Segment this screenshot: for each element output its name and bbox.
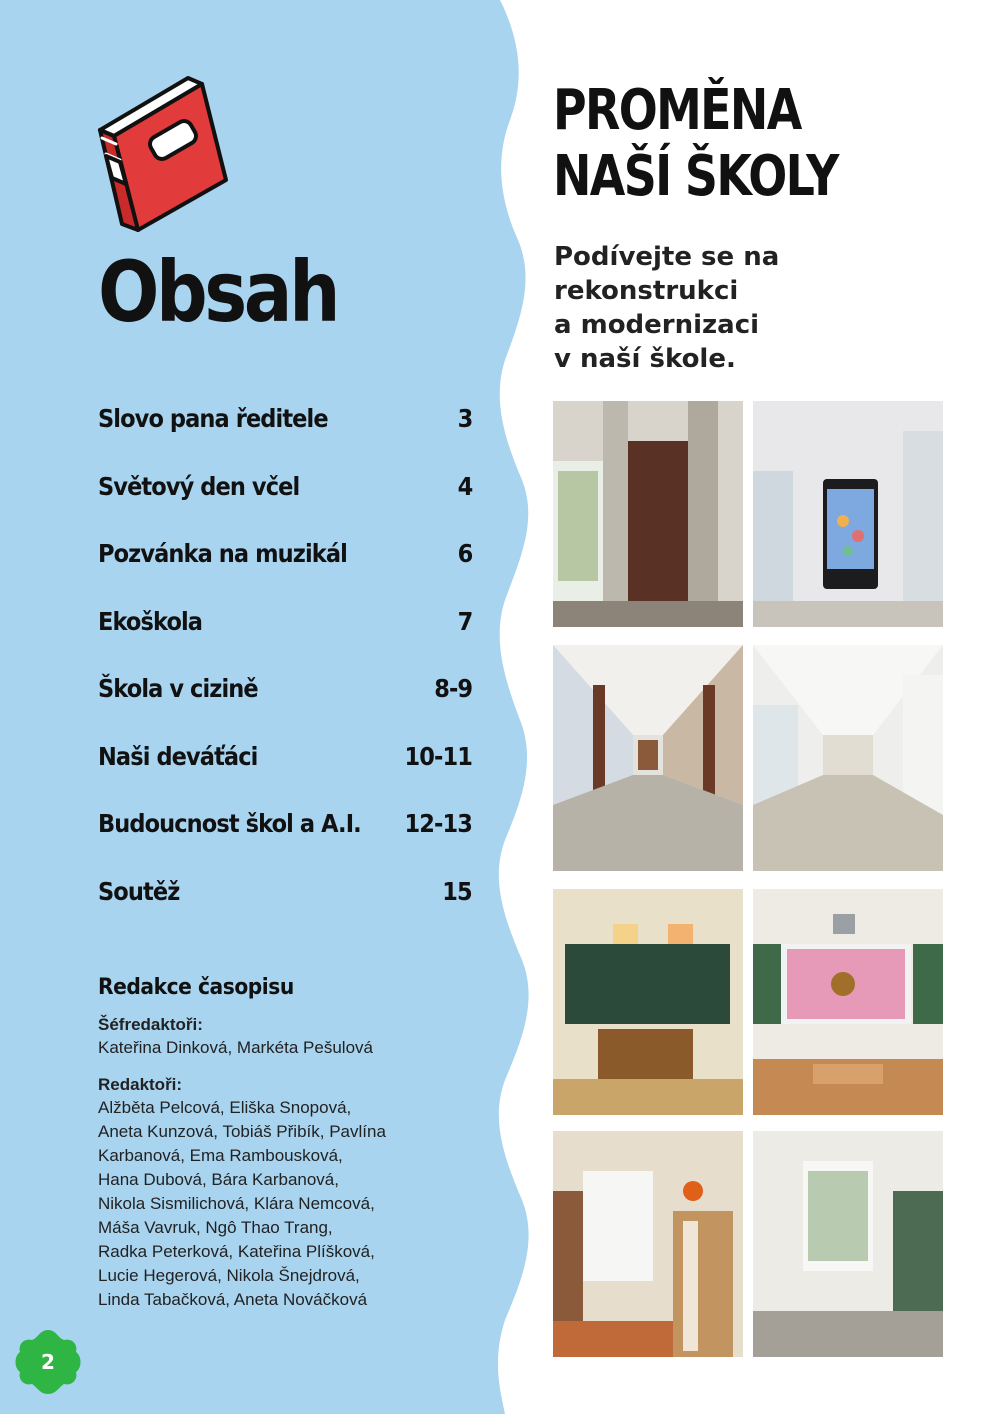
- subtitle-line: v naší škole.: [554, 344, 736, 374]
- editors-line: Radka Peterková, Kateřina Plíšková,: [98, 1242, 375, 1261]
- toc-item-title: Soutěž: [98, 876, 180, 906]
- toc-item-title: Slovo pana ředitele: [98, 404, 328, 434]
- toc-item[interactable]: [98, 790, 472, 858]
- photo-info-screen: [753, 401, 943, 627]
- toc-item-title: Ekoškola: [98, 606, 203, 636]
- editors-line: Alžběta Pelcová, Eliška Snopová,: [98, 1098, 352, 1117]
- photo-brick-column: [553, 401, 743, 627]
- toc-item[interactable]: [98, 385, 472, 453]
- article-title-line: PROMĚNA: [553, 78, 801, 143]
- book-icon: [92, 72, 242, 232]
- toc-item[interactable]: [98, 858, 472, 926]
- toc-item-page: 8-9: [434, 674, 472, 704]
- article-title-line: NAŠÍ ŠKOLY: [553, 144, 838, 209]
- editors-line: Karbanová, Ema Rambousková,: [98, 1146, 343, 1165]
- editorial-team: [98, 975, 518, 1312]
- toc-item[interactable]: [98, 723, 472, 791]
- toc-item-page: 3: [457, 404, 472, 434]
- toc-item[interactable]: [98, 655, 472, 723]
- toc-item-page: 15: [442, 876, 472, 906]
- photo-classroom-projector: [753, 889, 943, 1115]
- contents-heading: Obsah: [98, 243, 338, 341]
- toc-item[interactable]: [98, 520, 472, 588]
- photo-club-room: [553, 1131, 743, 1357]
- photo-lounge-lockers: [753, 1131, 943, 1357]
- toc-item-page: 10-11: [404, 741, 472, 771]
- editors-line: Hana Dubová, Bára Karbanová,: [98, 1170, 339, 1189]
- toc-item-title: Světový den včel: [98, 471, 300, 501]
- toc-item-title: Naši deváťáci: [98, 741, 258, 771]
- photo-classroom-blackboard: [553, 889, 743, 1115]
- subtitle-line: rekonstrukci: [554, 276, 739, 306]
- page-number-badge: [12, 1326, 84, 1398]
- chief-editors-names: Kateřina Dinková, Markéta Pešulová: [98, 1038, 373, 1057]
- editors-line: Aneta Kunzová, Tobiáš Přibík, Pavlína: [98, 1122, 386, 1141]
- article-subtitle: [554, 240, 854, 376]
- subtitle-line: Podívejte se na: [554, 242, 780, 272]
- toc-item-page: 4: [457, 471, 472, 501]
- toc-item[interactable]: [98, 453, 472, 521]
- toc-item-title: Pozvánka na muzikál: [98, 539, 347, 569]
- table-of-contents: [98, 385, 472, 925]
- article-title: [553, 78, 838, 210]
- editors-line: Lucie Hegerová, Nikola Šnejdrová,: [98, 1266, 360, 1285]
- editors-line: Máša Vavruk, Ngô Thao Trang,: [98, 1218, 333, 1237]
- toc-item-page: 6: [457, 539, 472, 569]
- photo-renovated-hall: [753, 645, 943, 871]
- toc-item-title: Budoucnost škol a A.I.: [98, 809, 361, 839]
- editors-label: Redaktoři:: [98, 1075, 183, 1094]
- chief-editors-label: Šéfredaktoři:: [98, 1015, 203, 1034]
- photo-corridor: [553, 645, 743, 871]
- toc-item-title: Škola v cizině: [98, 674, 258, 704]
- editors-line: Nikola Sismilichová, Klára Nemcová,: [98, 1194, 375, 1213]
- editors-line: Linda Tabačková, Aneta Nováčková: [98, 1290, 368, 1309]
- subtitle-line: a modernizaci: [554, 310, 760, 340]
- toc-item[interactable]: [98, 588, 472, 656]
- toc-item-page: 7: [457, 606, 472, 636]
- toc-item-page: 12-13: [404, 809, 472, 839]
- editorial-heading: Redakce časopisu: [98, 975, 294, 1000]
- page-number: 2: [41, 1350, 55, 1374]
